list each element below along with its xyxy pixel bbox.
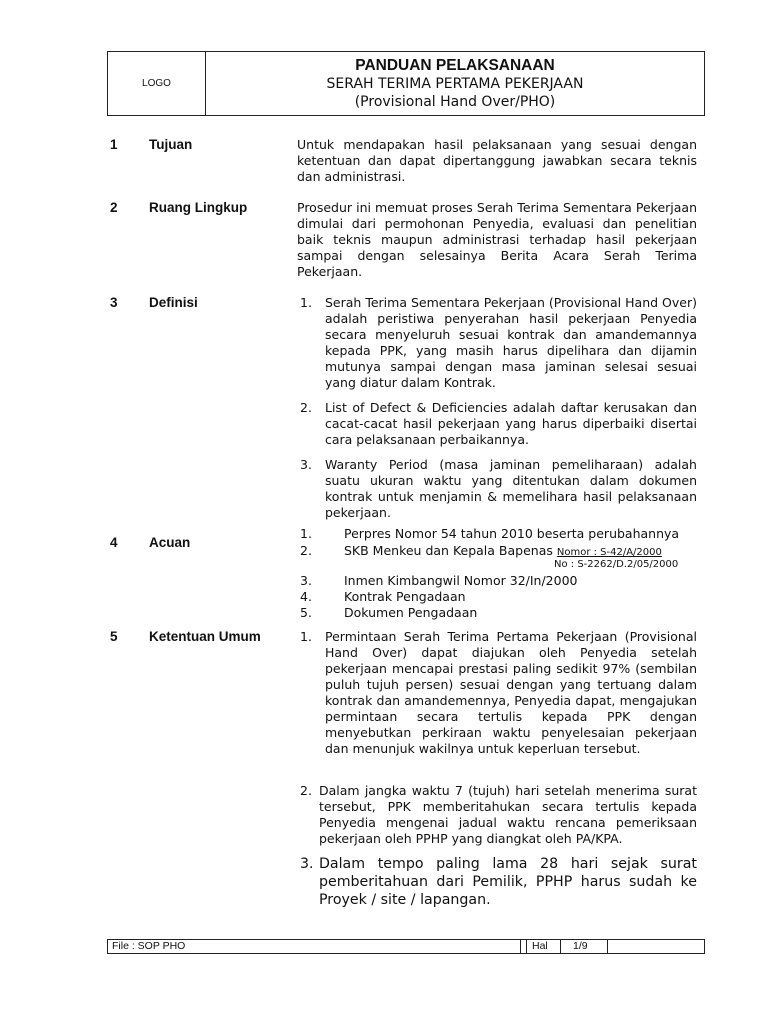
reference-text: Perpres Nomor 54 tahun 2010 beserta perubahannya: [344, 526, 680, 541]
section-heading: Acuan: [149, 535, 191, 550]
list-item-number: 2.: [300, 400, 312, 415]
section-heading: Ketentuan Umum: [149, 629, 261, 644]
section-heading: Tujuan: [149, 137, 193, 152]
reference-number: 3.: [300, 573, 312, 588]
list-item: [297, 629, 697, 757]
reference-text: Dokumen Pengadaan: [344, 605, 478, 620]
reference-item: [297, 526, 697, 542]
list-item-text: List of Defect & Deficiencies adalah daftar kerusakan dan cacat-cacat hasil pekerjaan yang harus diperbaiki disertai cara pelaksanaan perbaikannya.: [325, 400, 697, 447]
footer-hal-label: Hal: [526, 940, 561, 953]
reference-number: 4.: [300, 589, 312, 604]
list-item: [297, 295, 697, 391]
section-number: 3: [110, 295, 118, 310]
section-number: 4: [110, 535, 118, 550]
list-item-text: Dalam jangka waktu 7 (tujuh) hari setelah menerima surat tersebut, PPK memberitahukan secara tertulis kepada Penyedia mengenai jadual waktu rencana pemeriksaan pekerjaan oleh PPHP yang diangkat oleh PA/KPA.: [319, 783, 697, 846]
reference-number: 5.: [300, 605, 312, 620]
reference-text: Inmen Kimbangwil Nomor 32/In/2000: [344, 573, 578, 588]
section-number: 5: [110, 629, 118, 644]
section-text: Prosedur ini memuat proses Serah Terima Sementara Pekerjaan dimulai dari permohonan Penyedia, evaluasi dan penelitian baik teknis maupun administrasi terhadap hasil pekerjaan sampai dengan selesainya Berita Acara Serah Terima Pekerjaan.: [297, 200, 697, 279]
logo-placeholder: LOGO: [108, 52, 206, 115]
list-item-number: 3.: [300, 856, 314, 872]
list-item: [297, 783, 697, 847]
list-item-text: Serah Terima Sementara Pekerjaan (Provisional Hand Over) adalah peristiwa penyerahan hasil pekerjaan Penyedia secara menyeluruh sesuai kontrak dan amandemannya kepada PPK, yang masih harus dipelihara dan dijamin mutunya sampai dengan masa jaminan selesai sesuai yang diatur dalam Kontrak.: [325, 295, 697, 390]
list-item-number: 1.: [300, 629, 312, 644]
list-item-number: 3.: [300, 457, 312, 472]
reference-text: SKB Menkeu dan Kepala Bapenas: [344, 543, 553, 558]
reference-nomor: Nomor : S-42/A/2000: [556, 547, 662, 558]
reference-number: 2.: [300, 543, 312, 558]
section-text: Untuk mendapakan hasil pelaksanaan yang sesuai dengan ketentuan dan dapat dipertanggung jawabkan secara teknis dan administrasi.: [297, 137, 697, 184]
list-item: [297, 457, 697, 521]
footer-file-label: File : SOP PHO: [108, 940, 521, 953]
section-number: 2: [110, 200, 118, 215]
footer-page-number: 1/9: [561, 940, 608, 953]
list-item: [297, 855, 697, 909]
list-item-number: 2.: [300, 783, 312, 798]
document-title: PANDUAN PELAKSANAAN: [355, 57, 555, 74]
reference-item: [297, 605, 697, 621]
reference-item: [297, 589, 697, 605]
reference-nomor-2: No : S-2262/D.2/05/2000: [554, 559, 679, 570]
header-title-block: [206, 52, 704, 115]
reference-text: Kontrak Pengadaan: [344, 589, 466, 604]
reference-item: [297, 573, 697, 589]
section-heading: Definisi: [149, 295, 198, 310]
document-header: [107, 51, 705, 116]
section-heading: Ruang Lingkup: [149, 200, 248, 215]
document-subtitle: SERAH TERIMA PERTAMA PEKERJAAN: [326, 76, 584, 92]
section-number: 1: [110, 137, 118, 152]
list-item-text: Permintaan Serah Terima Pertama Pekerjaan (Provisional Hand Over) dapat diajukan oleh Penyedia setelah pekerjaan mencapai prestasi paling sedikit 97% (sembilan puluh tujuh persen) sesuai dengan yang tertuang dalam kontrak dan amandemennya, Penyedia dapat, mengajukan permintaan secara tertulis kepada PPK dengan menyebutkan perkiraan waktu penyelesaian pekerjaan dan menunjuk wakilnya untuk keperluan tersebut.: [325, 629, 697, 756]
reference-number: 1.: [300, 526, 312, 541]
list-item-text: Waranty Period (masa jaminan pemeliharaan) adalah suatu ukuran waktu yang ditentukan dalam dokumen kontrak untuk menjamin & memelihara hasil pelaksanaan pekerjaan.: [325, 457, 697, 520]
document-subtitle-2: (Provisional Hand Over/PHO): [354, 94, 556, 110]
list-item-text: Dalam tempo paling lama 28 hari sejak surat pemberitahuan dari Pemilik, PPHP harus sudah ke Proyek / site / lapangan.: [319, 856, 697, 908]
document-footer: [107, 939, 705, 954]
list-item: [297, 400, 697, 448]
list-item-number: 1.: [300, 295, 312, 310]
footer-blank-cell: [608, 940, 704, 953]
